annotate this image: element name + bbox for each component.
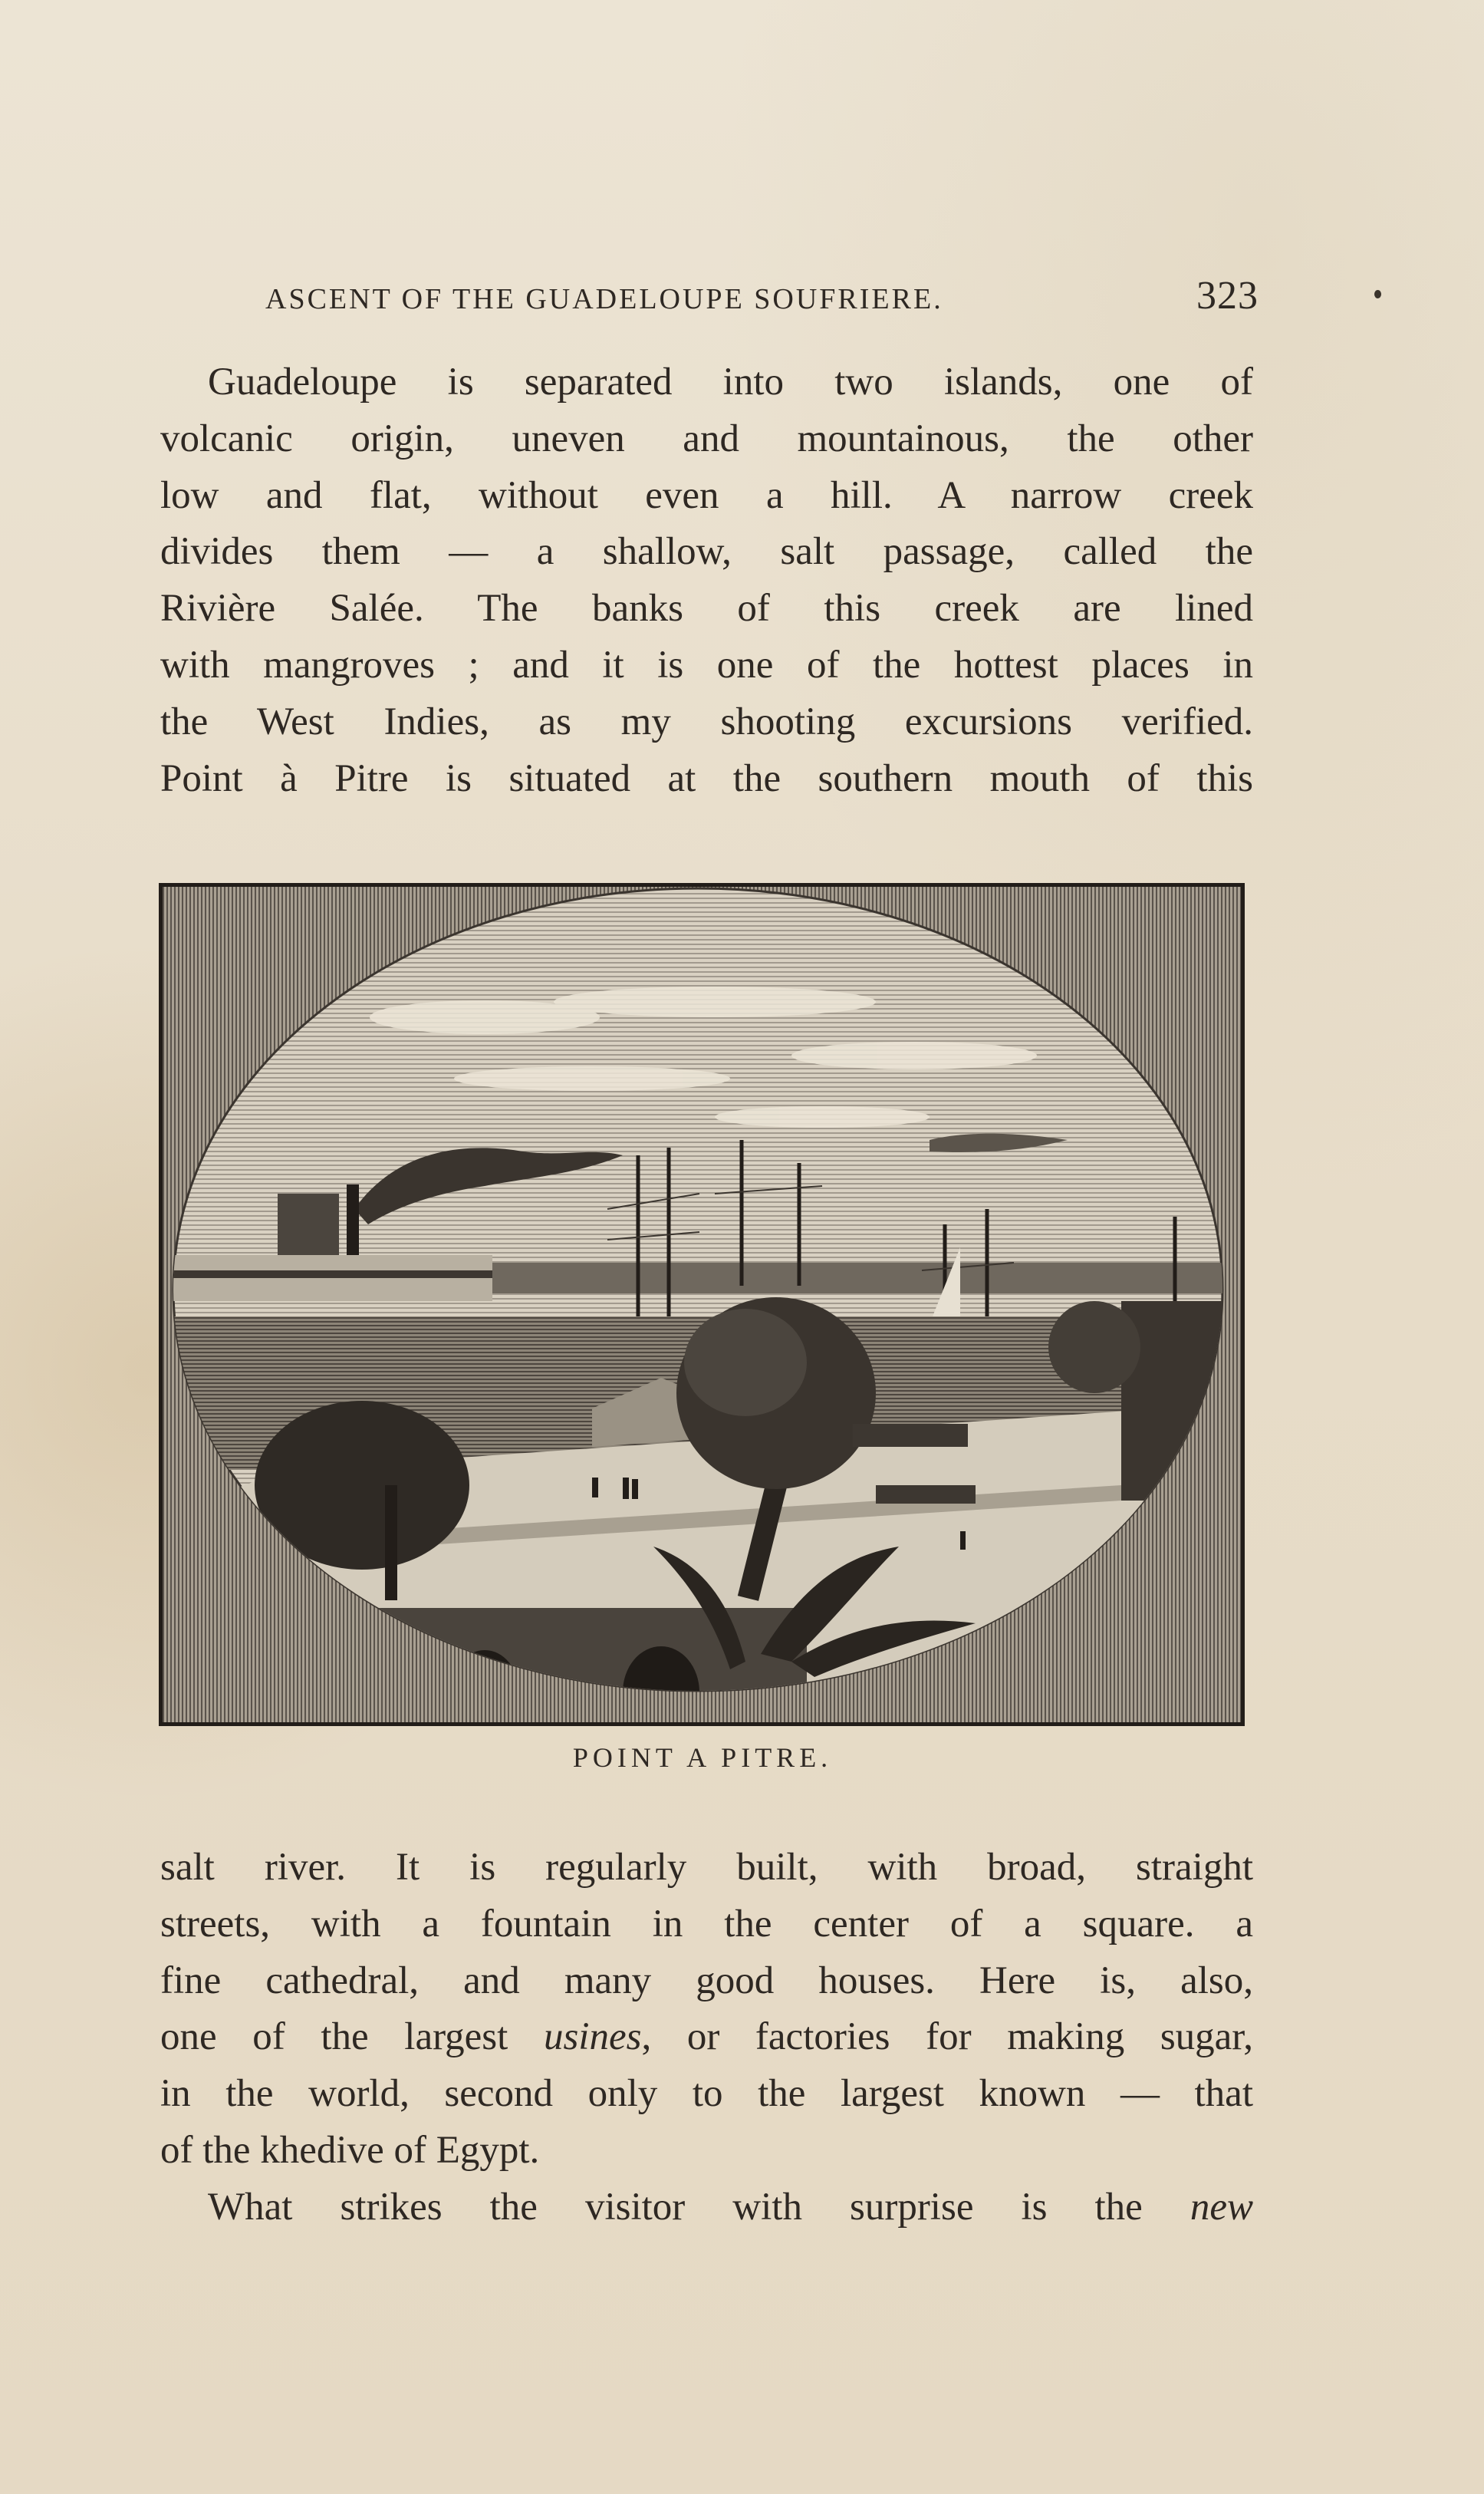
text-line: Guadeloupe is separated into two islands, one of — [208, 361, 1253, 404]
text-line: Point à Pitre is situated at the southern mouth of this — [160, 756, 1253, 800]
paragraph-top — [160, 354, 1253, 807]
italic-word: new — [1190, 2185, 1253, 2229]
running-head — [265, 273, 1259, 319]
text-line: the West Indies, as my shooting excursions verified. — [160, 700, 1253, 743]
ink-dot — [1374, 290, 1381, 298]
text-line: volcanic origin, uneven and mountainous, the other — [160, 417, 1253, 460]
text-fragment: one of the largest — [160, 2015, 544, 2059]
figure-caption: POINT A PITRE. — [572, 1742, 833, 1773]
text-line: in the world, second only to the largest known — that — [160, 2072, 1253, 2116]
text-line — [160, 2179, 1253, 2236]
text-line: streets, with a fountain in the center of a square. a — [160, 1902, 1253, 1945]
running-head-title: ASCENT OF THE GUADELOUPE SOUFRIERE. — [265, 283, 943, 315]
text-line: divides them — a shallow, salt passage, called the — [160, 530, 1253, 574]
page-number: 323 — [1196, 274, 1259, 318]
text-fragment: , or factories for making sugar, — [641, 2015, 1253, 2059]
text-line: salt river. It is regularly built, with broad, straight — [160, 1846, 1253, 1889]
paragraph-bottom — [160, 1840, 1253, 2236]
text-line: low and flat, without even a hill. A narrow creek — [160, 473, 1253, 517]
engraving-point-a-pitre — [159, 883, 1245, 1726]
text-line: of the khedive of Egypt. — [160, 2128, 540, 2172]
italic-word: usines — [543, 2015, 642, 2059]
text-line: Rivière Salée. The banks of this creek are lined — [160, 587, 1253, 631]
text-line: with mangroves ; and it is one of the hottest places in — [160, 643, 1253, 687]
text-line — [160, 2009, 1253, 2066]
text-line: fine cathedral, and many good houses. Here is, also, — [160, 1959, 1253, 2002]
text-fragment: What strikes the visitor with surprise is the — [208, 2185, 1190, 2229]
